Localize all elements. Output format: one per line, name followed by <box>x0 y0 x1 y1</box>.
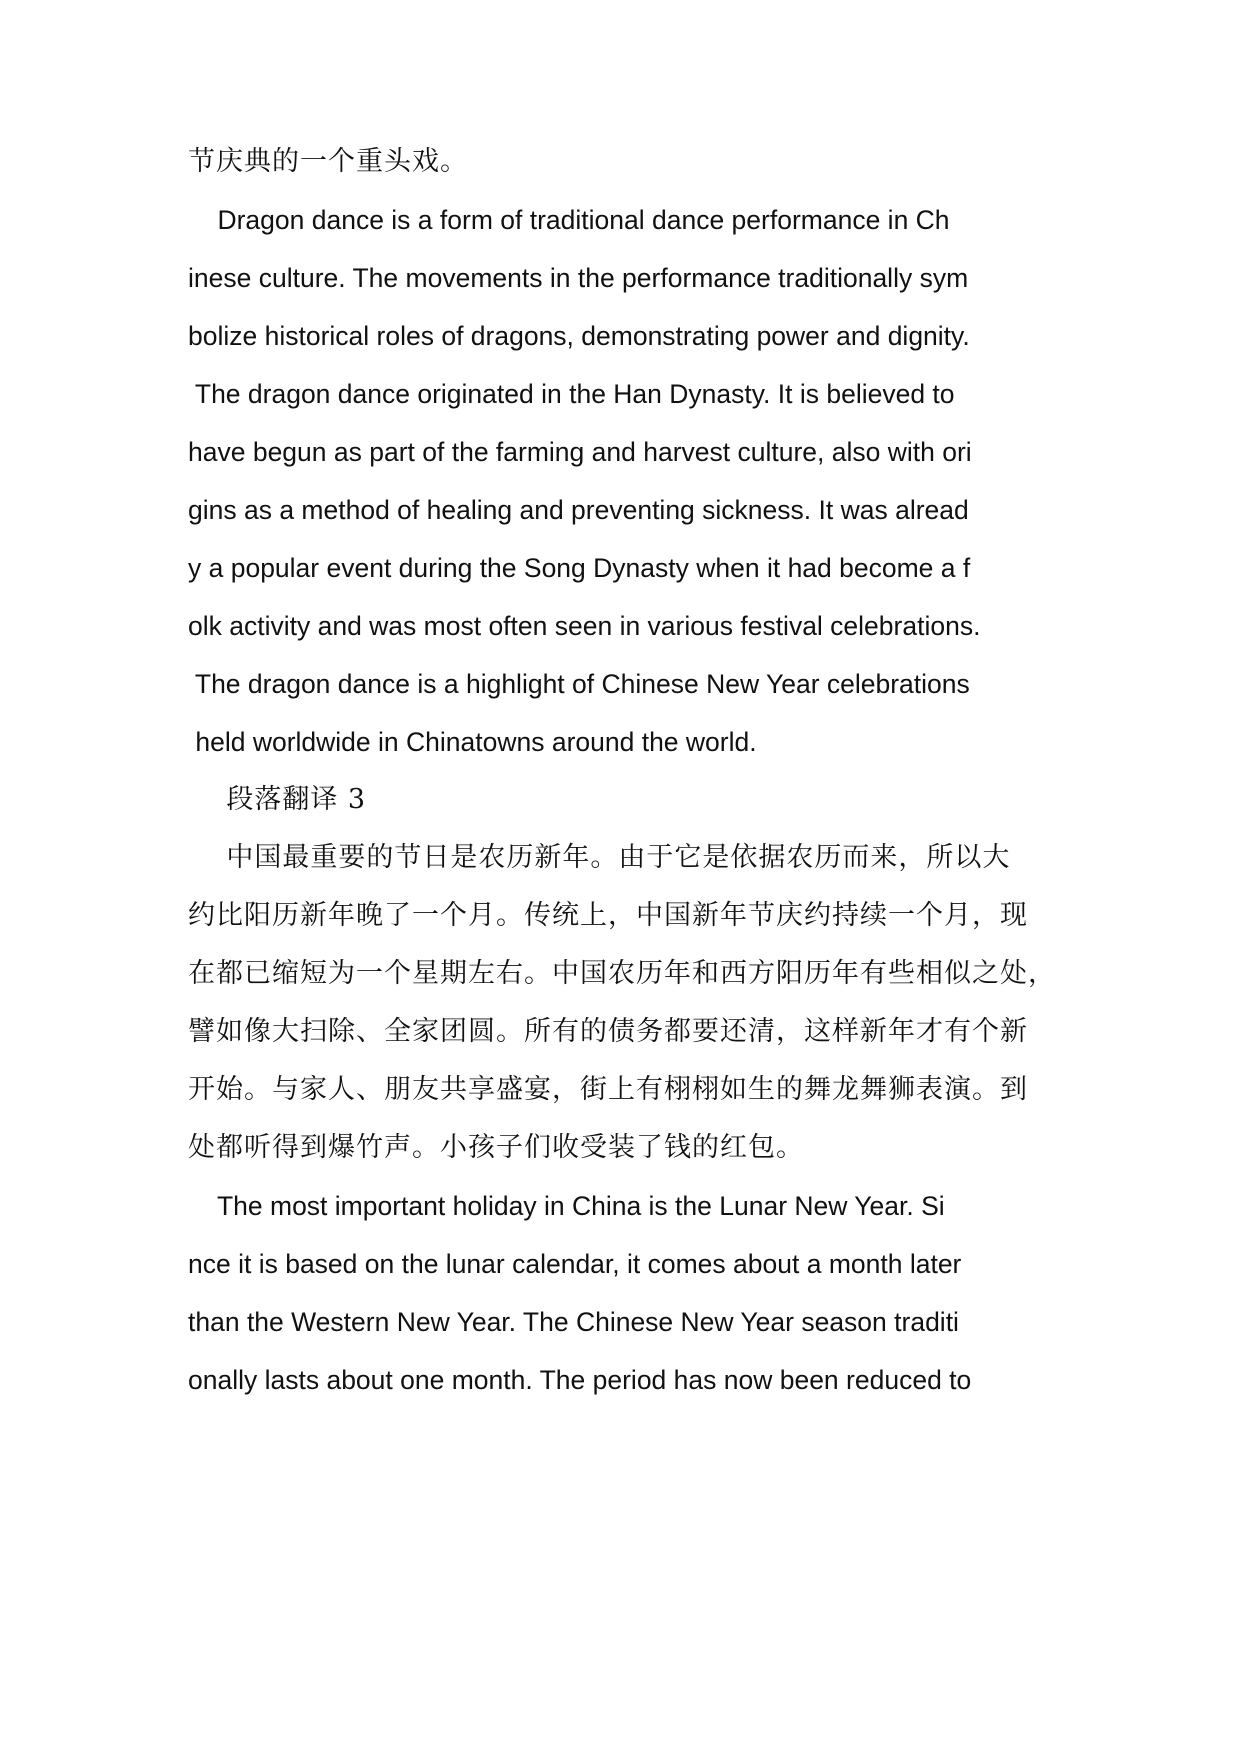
text-line: 开始。与家人、朋友共享盛宴，街上有栩栩如生的舞龙舞狮表演。到 <box>188 1074 1028 1105</box>
text-line: 譬如像大扫除、全家团圆。所有的债务都要还清，这样新年才有个新 <box>188 1016 1028 1047</box>
text-line: olk activity and was most often seen in various festival celebrations. <box>188 611 981 641</box>
text-line: gins as a method of healing and preventing sickness. It was alread <box>188 495 969 525</box>
text-line: 在都已缩短为一个星期左右。中国农历年和西方阳历年有些相似之处， <box>188 958 1056 989</box>
text-line: Dragon dance is a form of traditional dance performance in Ch <box>188 205 950 235</box>
text-line: The dragon dance originated in the Han Dynasty. It is believed to <box>188 379 955 409</box>
text-line: The dragon dance is a highlight of Chinese New Year celebrations <box>188 669 970 699</box>
text-line: 节庆典的一个重头戏。 <box>188 146 468 177</box>
text-line: onally lasts about one month. The period has now been reduced to <box>188 1365 972 1395</box>
section-heading: 段落翻译 3 <box>188 784 367 815</box>
text-line: than the Western New Year. The Chinese New Year season traditi <box>188 1307 959 1337</box>
text-line: y a popular event during the Song Dynasty when it had become a f <box>188 553 971 583</box>
text-line: 处都听得到爆竹声。小孩子们收受装了钱的红包。 <box>188 1132 804 1163</box>
text-line: held worldwide in Chinatowns around the world. <box>188 727 757 757</box>
text-line: 中国最重要的节日是农历新年。由于它是依据农历而来，所以大 <box>188 842 1011 873</box>
text-line: bolize historical roles of dragons, demonstrating power and dignity. <box>188 321 970 351</box>
text-line: The most important holiday in China is the Lunar New Year. Si <box>188 1191 945 1221</box>
text-line: 约比阳历新年晚了一个月。传统上，中国新年节庆约持续一个月，现 <box>188 900 1028 931</box>
text-line: inese culture. The movements in the performance traditionally sym <box>188 263 969 293</box>
text-line: have begun as part of the farming and harvest culture, also with ori <box>188 437 972 467</box>
text-line: nce it is based on the lunar calendar, it comes about a month later <box>188 1249 962 1279</box>
